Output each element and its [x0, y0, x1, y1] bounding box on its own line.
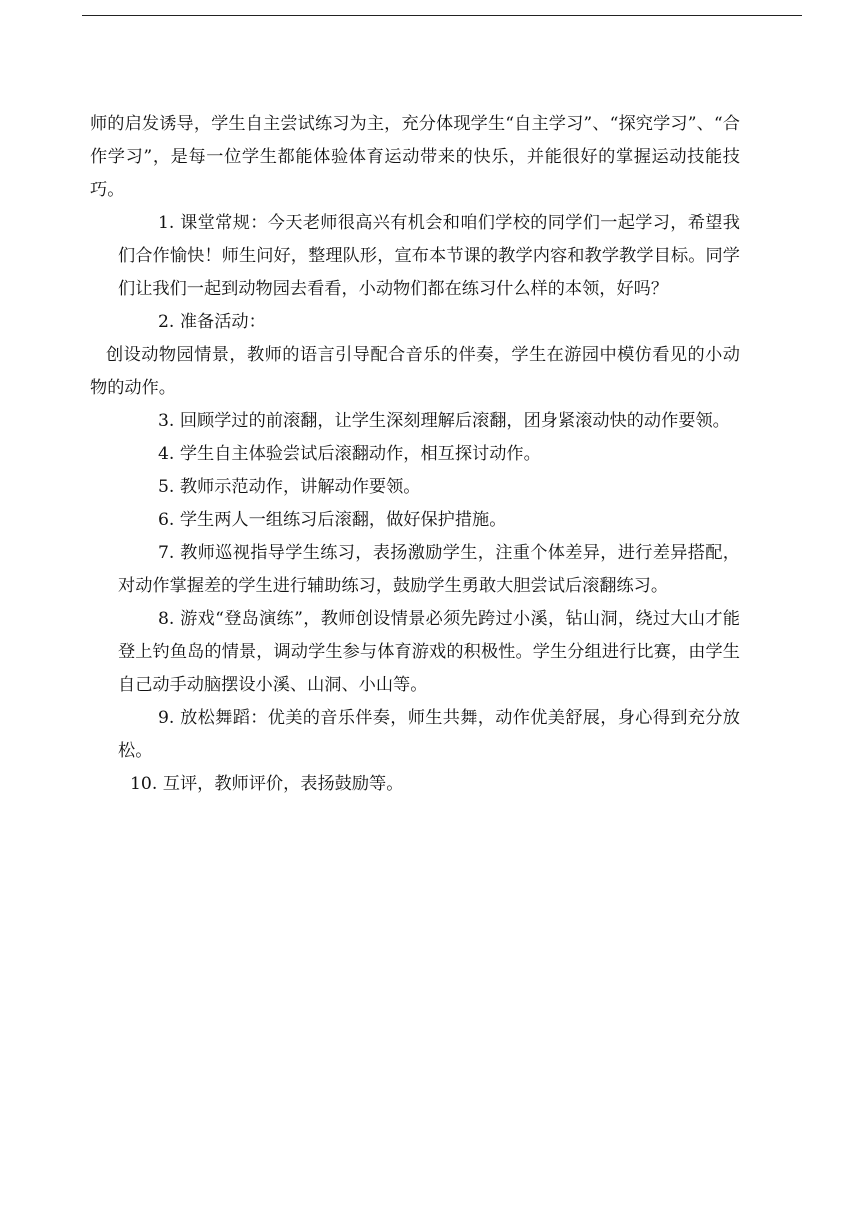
- warmup-description: 创设动物园情景，教师的语言引导配合音乐的伴奏，学生在游园中模仿看见的小动物的动作。: [90, 345, 740, 398]
- list-item-self-practice: 4. 学生自主体验尝试后滚翻动作，相互探讨动作。: [158, 444, 541, 464]
- intro-paragraph: 师的启发诱导，学生自主尝试练习为主，充分体现学生“自主学习”、“探究学习”、“合作学习”，是每一位学生都能体验体育运动带来的快乐，并能很好的掌握运动技能技巧。: [90, 114, 740, 200]
- list-item-classroom-routine: 1. 课堂常规：今天老师很高兴有机会和咱们学校的同学们一起学习，希望我们合作愉快！师生问好，整理队形，宣布本节课的教学内容和教学教学目标。同学们让我们一起到动物园去看看，小动物们都在练习什么样的本领，好吗？: [118, 213, 740, 299]
- list-item-relaxation-dance: 9. 放松舞蹈：优美的音乐伴奏，师生共舞，动作优美舒展，身心得到充分放松。: [118, 708, 740, 761]
- list-item-evaluation: 10. 互评，教师评价，表扬鼓励等。: [130, 774, 404, 794]
- list-item-teacher-guidance: 7. 教师巡视指导学生练习，表扬激励学生，注重个体差异，进行差异搭配，对动作掌握差的学生进行辅助练习，鼓励学生勇敢大胆尝试后滚翻练习。: [118, 543, 740, 596]
- list-item-demonstration: 5. 教师示范动作，讲解动作要领。: [158, 477, 421, 497]
- header-rule: [82, 15, 802, 16]
- list-item-warmup-heading: 2. 准备活动：: [158, 312, 266, 332]
- document-body: [90, 108, 740, 801]
- list-item-game: 8. 游戏“登岛演练”，教师创设情景必须先跨过小溪，钻山洞，绕过大山才能登上钓鱼岛的情景，调动学生参与体育游戏的积极性。学生分组进行比赛，由学生自己动手动脑摆设小溪、山洞、小山等。: [118, 609, 740, 695]
- list-item-review: 3. 回顾学过的前滚翻，让学生深刻理解后滚翻，团身紧滚动快的动作要领。: [158, 411, 730, 431]
- list-item-pair-practice: 6. 学生两人一组练习后滚翻，做好保护措施。: [158, 510, 507, 530]
